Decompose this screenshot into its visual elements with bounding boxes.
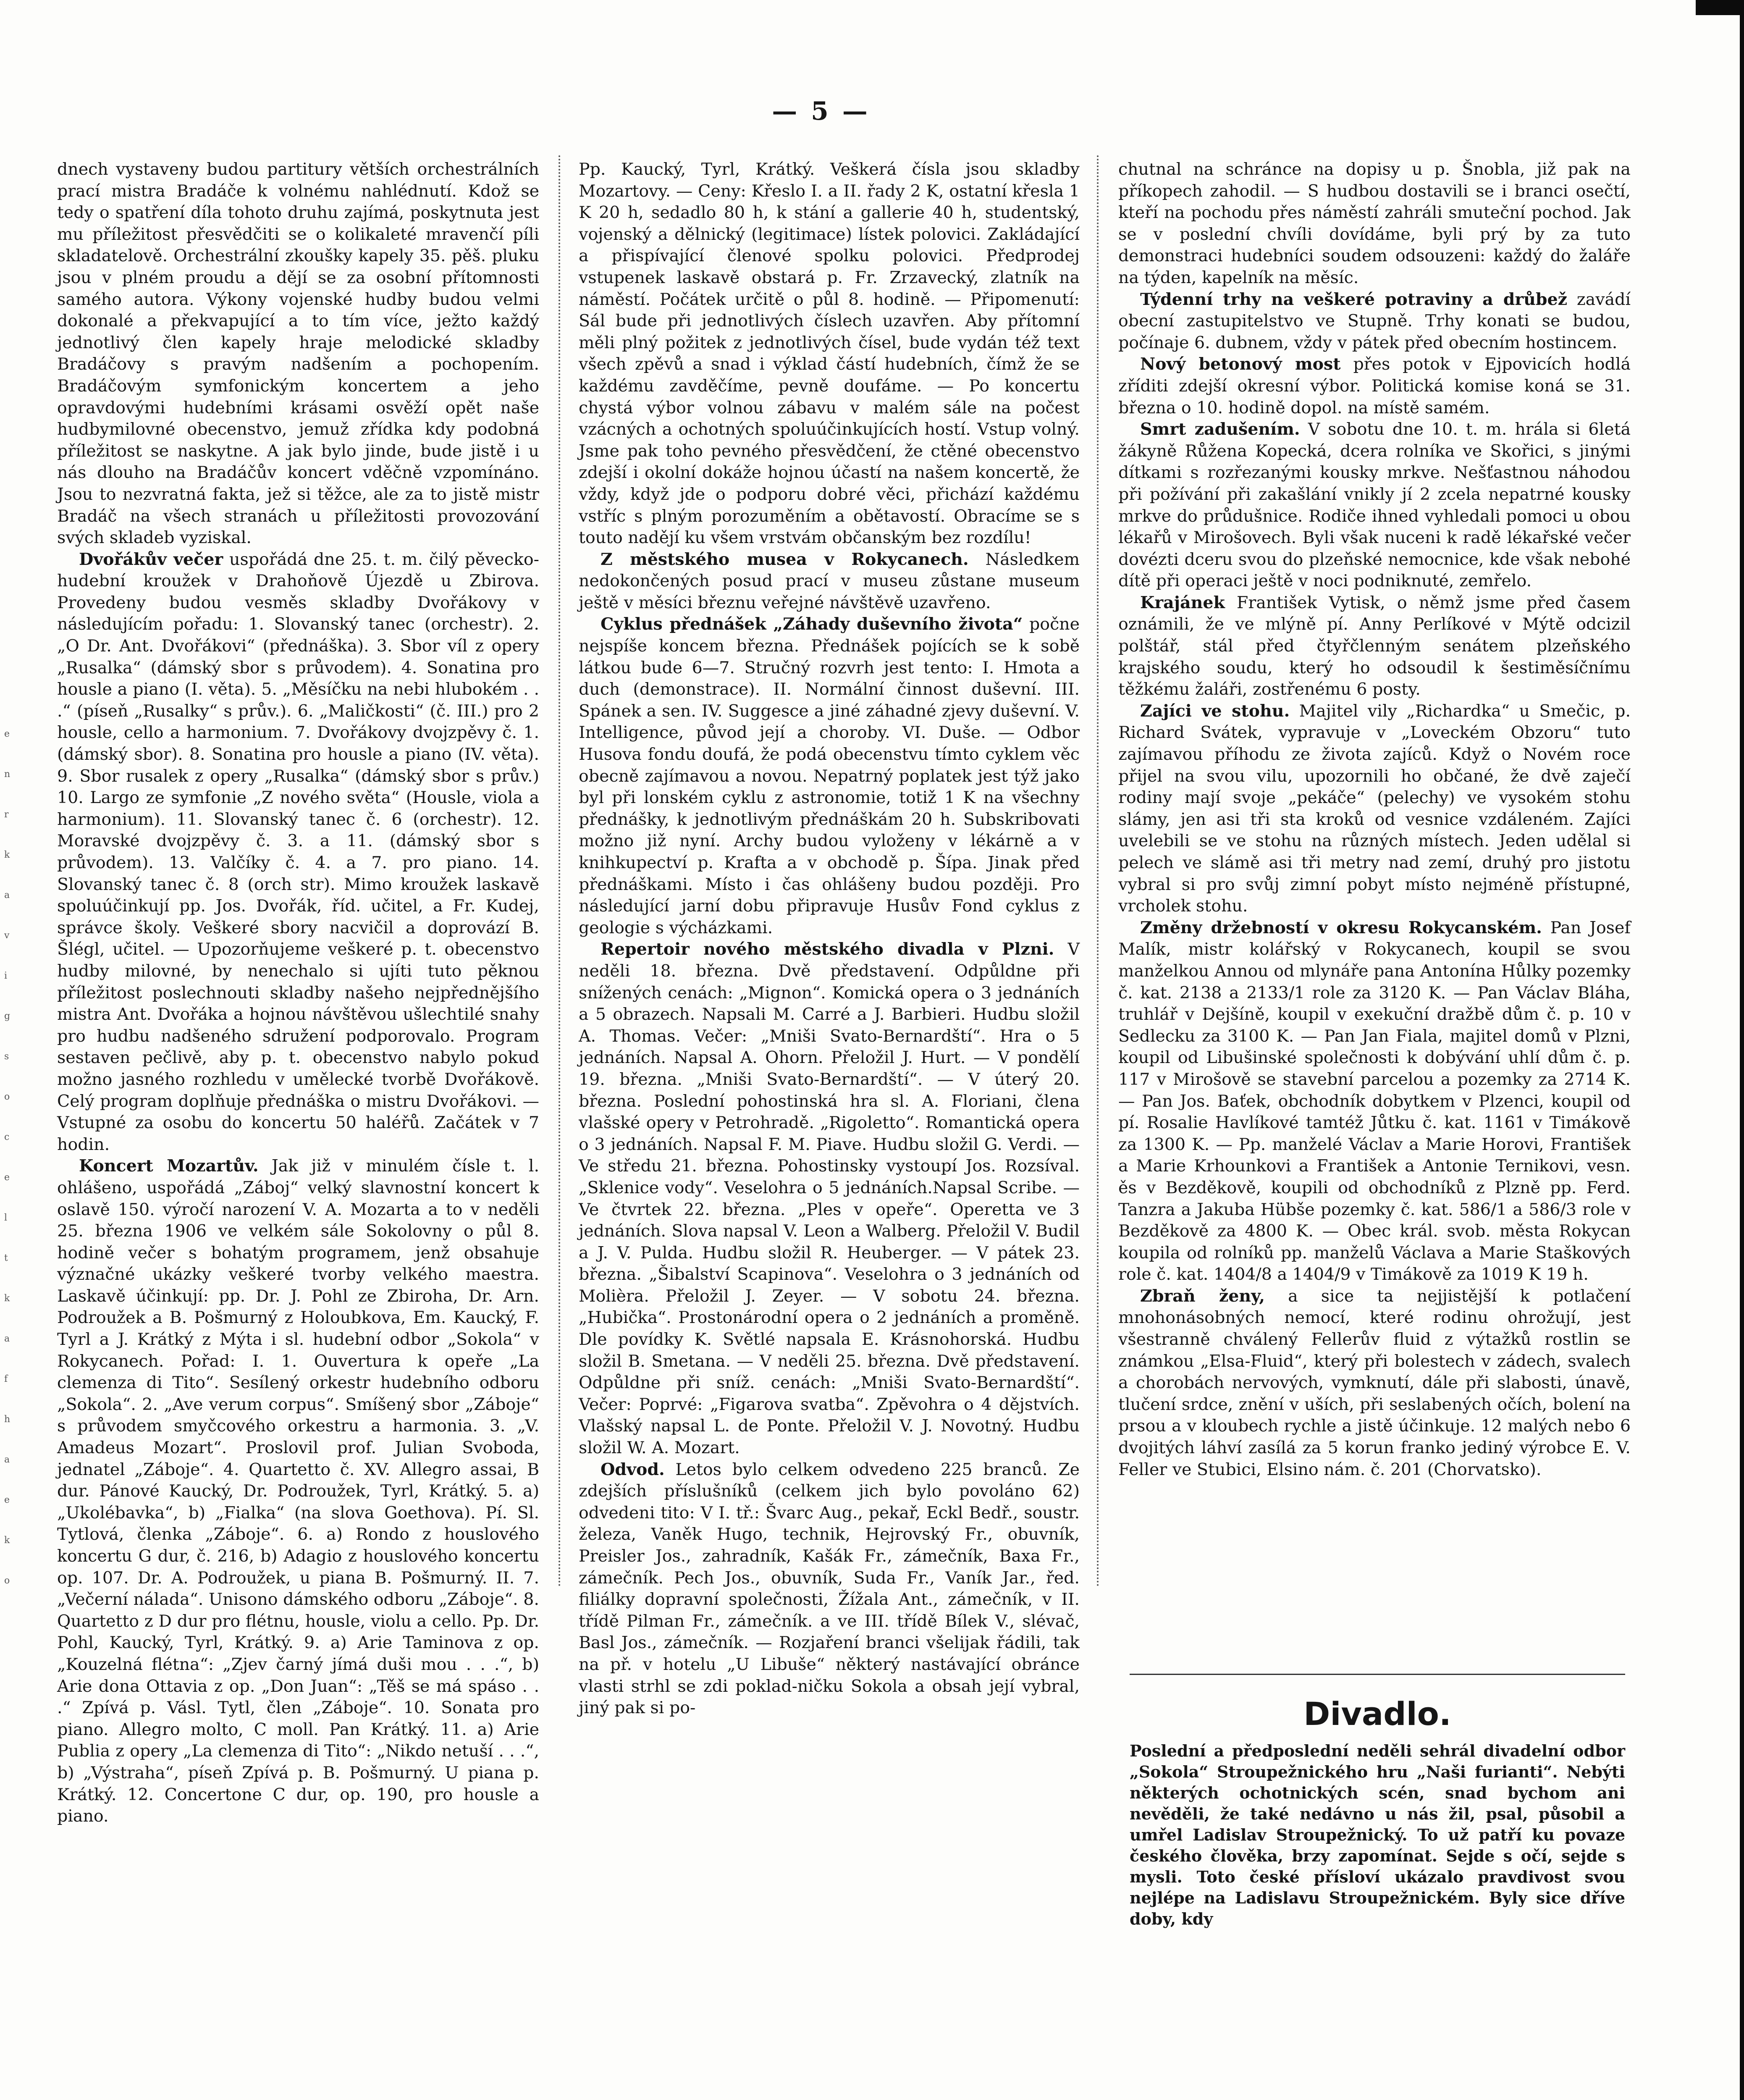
- article-heading: Cyklus přednášek „Záhady duševního života“: [601, 614, 1023, 634]
- article-paragraph: [1118, 354, 1631, 419]
- article-paragraph: [57, 159, 539, 549]
- margin-fragment: k: [4, 1293, 10, 1304]
- article-paragraph: [1118, 159, 1631, 289]
- article-heading: Koncert Mozartův.: [79, 1156, 259, 1176]
- article-text: František Vytisk, o němž jsme před časem oznámili, že ve mlýně pí. Anny Perlíkové v Mýtě odcizil polštář, stál před čtyřčlenným senátem plzeňského krajského soudu, který ho odsoudil k šestiměsíčnímu těžkému žaláři, zostřenému 6 posty.: [1118, 593, 1631, 699]
- column-3: [1118, 159, 1631, 1480]
- column-1: [57, 159, 539, 1827]
- margin-fragment: a: [4, 890, 10, 900]
- article-heading: Krajánek: [1140, 593, 1225, 612]
- margin-fragment: i: [4, 971, 8, 981]
- margin-fragment: l: [4, 1213, 8, 1223]
- article-text: Pan Josef Malík, mistr kolářský v Rokycanech, koupil se svou manželkou Annou od mlynáře pana Antonína Hůlky pozemky č. kat. 2138 a 2133/1 role za 3120 K. — Pan Václav Bláha, truhlář v Dejšíně, koupil v exekuční dražbě dům č. p. 10 v Sedlecku za 3100 K. — Pan Jan Fiala, majitel domů v Plzni, koupil od Libušinské společnosti k dobývání uhlí dům č. p. 117 v Mirošově se stavební parcelou a pozemky za 2714 K. — Pan Jos. Baťek, obchodník dobytkem v Plzenci, koupil od pí. Rosalie Havlíkové tamtéž Jůtku č. kat. 1161 v Timákově za 1300 K. — Pp. manželé Václav a Marie Horovi, František a Marie Krhounkovi a František a Antonie Ternikovi, vesn. ěs v Bezděkově, koupili od obchodníků z Plzně pp. Ferd. Tanzra a Jakuba Hübše pozemky č. kat. 586/1 a 586/3 role v Bezděkově za 4800 K. — Obec král. svob. města Rokycan koupila od rolníků pp. manželů Václava a Marie Staškových role č. kat. 1404/8 a 1404/9 v Timákově za 1019 K 19 h.: [1118, 918, 1631, 1284]
- theater-section: [1130, 1697, 1625, 1929]
- article-heading: Zajíci ve stohu.: [1140, 701, 1290, 721]
- margin-fragment: c: [4, 1132, 10, 1142]
- section-rule: [1130, 1674, 1625, 1675]
- margin-fragment: f: [4, 1374, 8, 1384]
- article-text: V sobotu dne 10. t. m. hrála si 6letá žákyně Růžena Kopecká, dcera rolníka ve Skořici, s jinými dítkami s rozřezanými kousky mrkve. Nešťastnou náhodou při požívání při zakašlání vnikly jí 2 zcela nepatrné kousky mrkve do průdušnice. Rodiče ihned vyhledali pomoci u obou lékařů v Mirošovech. Byli však nuceni k radě lékařské večer dovézti dceru svou do plzeňské nemocnice, kde však nebohé dítě při operaci ještě v noci podniknuté, zemřelo.: [1118, 420, 1631, 591]
- article-text: Letos bylo celkem odvedeno 225 branců. Ze zdejších příslušníků (celkem jich bylo povoláno 62) odvedeni tito: V I. tř.: Švarc Aug., pekař, Eckl Bedř., soustr. železa, Vaněk Hugo, technik, Hejrovský Fr., obuvník, Preisler Jos., zahradník, Kašák Fr., zámečník, Baxa Fr., zámečník. Pech Jos., obuvník, Suda Fr., Vaník Jar., řed. filiálky dopravní společnosti, Žížala Ant., zámečník, v II. třídě Pilman Fr., zámečník. a ve III. třídě Bílek V., slévač, Basl Jos., zámečník. — Rozjaření branci všelijak řádili, tak na př. v hotelu „U Libuše“ některý nastávající obránce vlasti strhl se zdi poklad-ničku Sokola a obsah její vybral, jiný pak si po-: [579, 1460, 1080, 1718]
- article-text: dnech vystaveny budou partitury větších orchestrálních prací mistra Bradáče k volnému nahlédnutí. Kdož se tedy o spatření díla tohoto druhu zajímá, poskytnuta jest mu příležitost přesvědčiti se o kolikaleté mravenčí píli skladatelově. Orchestrální zkoušky kapely 35. pěš. pluku jsou v plném proudu a dějí se za osobní přítomnosti samého autora. Výkony vojenské hudby budou velmi dokonalé a překvapující a to tím více, ježto každý jednotlivý člen kapely hraje melodické skladby Bradáčovy s pravým nadšením a pochopením. Bradáčovým symfonickým koncertem a jeho opravdovými hudebními krásami osvěží opět naše hudbymilovné obecenstvo, jemuž zřídka kdy podobná příležitost se naskytne. A jak bylo jinde, bude jistě i u nás dlouho na Bradáčův koncert vděčně vzpomínáno. Jsou to nezvratná fakta, jež si těžce, ale za to jistě mistr Bradáč na všech stranách u příležitosti provozování svých skladeb vyziskal.: [57, 160, 539, 548]
- article-text: přes potok v Ejpovicích hodlá zříditi zdejší okresní výbor. Politická komise koná se 31. března o 10. hodině dopol. na místě samém.: [1118, 354, 1631, 417]
- article-text: V neděli 18. března. Dvě představení. Odpůldne při snížených cenách: „Mignon“. Komická opera o 3 jednáních a 5 obrazech. Napsali M. Carré a J. Barbieri. Hudbu složil A. Thomas. Večer: „Mniši Svato-Bernardští“. Hra o 5 jednáních. Napsal A. Ohorn. Přeložil J. Hurt. — V pondělí 19. března. „Mniši Svato-Bernardští“. — V úterý 20. března. Poslední pohostinská hra sl. A. Floriani, člena vlašské opery v Petrohradě. „Rigoletto“. Romantická opera o 3 jednáních. Napsal F. M. Piave. Hudbu složil G. Verdi. — Ve středu 21. března. Pohostinsky vystoupí Jos. Rozsíval. „Sklenice vody“. Veselohra o 5 jednáních.Napsal Scribe. — Ve čtvrtek 22. března. „Ples v opeře“. Operetta ve 3 jednáních. Slova napsal V. Leon a Walberg. Přeložil V. Budil a J. V. Pulda. Hudbu složil R. Heuberger. — V pátek 23. března. „Šibalství Scapinova“. Veselohra o 3 jednáních od Molièra. Přeložil J. Zeyer. — V sobotu 24. března. „Hubička“. Prostonárodní opera o 2 jednáních a proměně. Dle povídky K. Světlé napsala E. Krásnohorská. Hudbu složil B. Smetana. — V neděli 25. března. Dvě představení. Odpůldne při sníž. cenách: „Mniši Svato-Bernardští“. Večer: Poprvé: „Figarova svatba“. Zpěvohra o 4 dějstvích. Vlašský napsal L. de Ponte. Přeložil V. J. Novotný. Hudbu složil W. A. Mozart.: [579, 940, 1080, 1458]
- margin-fragment: a: [4, 1334, 10, 1344]
- margin-fragment: n: [4, 769, 10, 780]
- article-heading: Dvořákův večer: [79, 549, 223, 569]
- article-paragraph: [1118, 701, 1631, 917]
- article-paragraph: [579, 1459, 1080, 1719]
- margin-fragment: o: [4, 1092, 10, 1102]
- article-text: Jak již v minulém čísle t. l. ohlášeno, uspořádá „Záboj“ velký slavnostní koncert k oslavě 150. výročí narození V. A. Mozarta a to v neděli 25. března 1906 ve velkém sále Sokolovny o půl 8. hodině večer s bohatým programem, jenž obsahuje význačné ukázky veškeré tvorby velkého maestra. Laskavě účinkují: pp. Dr. J. Pohl ze Zbiroha, Dr. Arn. Podroužek a B. Pošmurný z Holoubkova, Em. Kaucký, F. Tyrl a J. Krátký z Mýta i sl. hudební odbor „Sokola“ v Rokycanech. Pořad: I. 1. Ouvertura k opeře „La clemenza di Tito“. Sesílený orkestr hudebního odboru „Sokola“. 2. „Ave verum corpus“. Smíšený sbor „Záboje“ s průvodem smyčcového orkestru a harmonia. 3. „V. Amadeus Mozart“. Proslovil prof. Julian Svoboda, jednatel „Záboje“. 4. Quartetto č. XV. Allegro assai, B dur. Pánové Kaucký, Dr. Podroužek, Tyrl, Krátký. 5. a) „Ukolébavka“, b) „Fialka“ (na slova Goethova). Pí. Sl. Tytlová, členka „Záboje“. 6. a) Rondo z houslového koncertu G dur, č. 216, b) Adagio z houslového koncertu op. 107. Dr. A. Podroužek, u piana B. Pošmurný. II. 7. „Večerní nálada“. Unisono dámského odboru „Záboje“. 8. Quartetto z D dur pro flétnu, housle, violu a cello. Pp. Dr. Pohl, Kaucký, Tyrl, Krátký. 9. a) Arie Taminova z op. „Kouzelná flétna“: „Zjev čarný jímá duši mou . . .“, b) Arie dona Ottavia z op. „Don Juan“: „Těš se má spáso . . .“ Zpívá p. Vásl. Tytl, člen „Záboje“. 10. Sonata pro piano. Allegro molto, C moll. Pan Krátký. 11. a) Arie Publia z opery „La clemenza di Tito“: „Nikdo netuší . . .“, b) „Výstraha“, píseň Zpívá p. B. Pošmurný. U piana p. Krátký. 12. Concertone C dur, op. 190, pro housle a piano.: [57, 1156, 539, 1826]
- article-paragraph: [1118, 917, 1631, 1286]
- column-2: [579, 159, 1080, 1719]
- article-text: počne nejspíše koncem března. Přednášek pojících se k sobě látkou bude 6—7. Stručný rozvrh jest tento: I. Hmota a duch (demonstrace). II. Normální činnost duševní. III. Spánek a sen. IV. Suggesce a jiné záhadné zjevy duševní. V. Intelligence, původ její a choroby. VI. Duše. — Odbor Husova fondu doufá, že podá obecenstvu tímto cyklem věc obecně zajímavou a novou. Nepatrný poplatek jest týž jako byl při lonském cyklu z astronomie, totiž 1 K na všechny přednášky, k jednotlivým přednáškám 20 h. Subskribovati možno již nyní. Archy budou vyloženy v lékárně a v knihkupectví p. Krafta a v obchodě p. Šípa. Jinak před přednáškami. Místo i čas ohlášeny budou později. Pro následující jarní dobu připravuje Husův Fond cyklus z geologie s výcházkami.: [579, 614, 1080, 937]
- margin-fragment: g: [4, 1011, 10, 1021]
- margin-fragment: v: [4, 930, 10, 941]
- margin-fragment: h: [4, 1414, 10, 1425]
- article-heading: Z městského musea v Rokycanech.: [601, 549, 969, 569]
- article-paragraph: [1118, 419, 1631, 592]
- article-paragraph: [1118, 592, 1631, 701]
- article-heading: Nový betonový most: [1140, 354, 1341, 374]
- scan-edge-right: [1740, 0, 1744, 2100]
- article-text: a sice ta nejjistější k potlačení mnohonásobných nemocí, které rodinu ohrožují, jest všestranně chválený Fellerův fluid z výtažků rostlin se známkou „Elsa-Fluid“, který při bolestech v zádech, svalech a chorobách nervových, vymknutí, dále při slabosti, únavě, tlučení srdce, znění v uších, při seslabených očích, bolení na prsou a v kloubech rychle a jistě účinkuje. 12 malých nebo 6 dvojitých láhví zasílá za 5 korun franko jediný výrobce E. V. Feller ve Stubici, Elsino nám. č. 201 (Chorvatsko).: [1118, 1286, 1631, 1479]
- article-text: Následkem nedokončených posud prací v museu zůstane museum ještě v měsíci březnu veřejné návštěvě uzavřeno.: [579, 549, 1080, 612]
- margin-fragment: k: [4, 850, 10, 860]
- column-divider-2: [1097, 155, 1099, 1588]
- scan-edge-top: [1696, 0, 1744, 15]
- article-paragraph: [1118, 289, 1631, 354]
- margin-fragment: e: [4, 1495, 10, 1505]
- article-paragraph: [579, 614, 1080, 939]
- article-heading: Repertoir nového městského divadla v Plzni.: [601, 940, 1054, 959]
- margin-fragment: t: [4, 1253, 8, 1263]
- column-divider-1: [559, 155, 560, 1588]
- margin-fragment: e: [4, 1172, 10, 1183]
- margin-fragment: o: [4, 1575, 10, 1586]
- margin-fragment: s: [4, 1051, 9, 1062]
- article-paragraph: [579, 549, 1080, 614]
- margin-fragment: k: [4, 1535, 10, 1546]
- article-heading: Smrt zadušením.: [1140, 420, 1300, 439]
- margin-fragment: a: [4, 1454, 10, 1465]
- article-paragraph: [57, 549, 539, 1156]
- article-text: Majitel vily „Richardka“ u Smečic, p. Richard Svátek, vypravuje v „Loveckém Obzoru“ tuto zajímavou příhodu ze života zajíců. Když o Novém roce přijel na svou vilu, upozornili ho občané, že dvě zaječí rodiny mají svoje „pekáče“ (pelechy) ve vysokém stohu slámy, jen asi tři sta kroků od vesnice vzdáleném. Zajíci uvelebili se ve stohu na různých místech. Jeden udělal si pelech ve slámě asi tři metry nad zemí, druhý pro jistotu vybral si pro svůj zimní pobyt místo nejméně přístupné, vrcholek stohu.: [1118, 701, 1631, 916]
- article-text: Pp. Kaucký, Tyrl, Krátký. Veškerá čísla jsou skladby Mozartovy. — Ceny: Křeslo I. a II. řady 2 K, ostatní křesla 1 K 20 h, sedadlo 80 h, k stání a gallerie 40 h, studentský, vojenský a dělnický (legitimace) lístek polovici. Zakládající a přispívající členové spolku polovici. Předprodej vstupenek laskavě obstará p. Fr. Zrzavecký, zlatník na náměstí. Počátek určitě o půl 8. hodině. — Připomenutí: Sál bude při jednotlivých číslech uzavřen. Aby přítomní měli plný požitek z jednotlivých čísel, bude vydán též text všech zpěvů a snad i výklad částí hudebních, čímž že se každému zavděčíme, pevně doufáme. — Po koncertu chystá výbor volnou zábavu v malém sále na počest vzácných a ochotných spoluúčinkujících hostí. Vstup volný. Jsme pak toho pevného přesvědčení, že ctěné obecenstvo zdejší i okolní dokáže hojnou účastí na našem koncertě, že vždy, když jde o podporu dobré věci, přichází každému vstříc s plným porozuměním a obětavostí. Obracíme se s touto nadějí ku všem vrstvám občanským bez rozdílu!: [579, 160, 1080, 548]
- article-paragraph: [579, 159, 1080, 549]
- article-text: zavádí obecní zastupitelstvo ve Stupně. Trhy konati se budou, počínaje 6. dubnem, vždy v pátek před obecním hostincem.: [1118, 289, 1631, 352]
- article-heading: Změny držebností v okresu Rokycanském.: [1140, 918, 1542, 937]
- binding-margin-marks: [4, 714, 14, 1601]
- theater-title: Divadlo.: [1303, 1695, 1451, 1732]
- margin-fragment: r: [4, 809, 9, 820]
- theater-text: Poslední a předposlední neděli sehrál divadelní odbor „Sokola“ Stroupežnického hru „Naši furianti“. Nebýti některých ochotnických scén, snad bychom ani nevěděli, že také nedávno u nás žil, psal, působil a umřel Ladislav Stroupežnický. To už patří ku povaze českého člověka, brzy zapomínat. Sejde s očí, sejde s mysli. Toto české přísloví ukázalo pravdivost svou nejlépe na Ladislavu Stroupežnickém. Byly sice dříve doby, kdy: [1130, 1741, 1625, 1928]
- page-number: — 5 —: [772, 97, 870, 126]
- article-paragraph: [57, 1155, 539, 1827]
- article-paragraph: [579, 939, 1080, 1459]
- article-text: chutnal na schránce na dopisy u p. Šnobla, již pak na příkopech zahodil. — S hudbou dostavili se i branci osečtí, kteří na pochodu přes náměstí zahráli smuteční pochod. Jak se v poslední chvíli dovídáme, byli prý by za tuto demonstraci hudebníci soudem odsouzeni: každý do žaláře na týden, kapelník na měsíc.: [1118, 160, 1631, 287]
- article-paragraph: [1118, 1286, 1631, 1480]
- article-text: uspořádá dne 25. t. m. čilý pěvecko-hudební kroužek v Drahoňově Újezdě u Zbirova. Provedeny budou vesměs skladby Dvořákovy v následujícím pořadu: 1. Slovanský tanec (orchestr). 2. „O Dr. Ant. Dvořákovi“ (přednáška). 3. Sbor víl z opery „Rusalka“ (dámský sbor s průvodem). 4. Sonatina pro housle a piano (I. věta). 5. „Měsíčku na nebi hlubokém . . .“ (píseň „Rusalky“ s prův.). 6. „Maličkosti“ (č. III.) pro 2 housle, cello a harmonium. 7. Dvořákovy dvojzpěvy č. 1. (dámský sbor). 8. Sonatina pro housle a piano (IV. věta). 9. Sbor rusalek z opery „Rusalka“ (dámský sbor s prův.) 10. Largo ze symfonie „Z nového světa“ (Housle, viola a harmonium). 11. Slovanský tanec č. 6 (orchestr). 12. Moravské dvojzpěvy č. 3. a 11. (dámský sbor s průvodem). 13. Valčíky č. 4. a 7. pro piano. 14. Slovanský tanec č. 8 (orch str). Mimo kroužek laskavě spoluúčinkují pp. Jos. Dvořák, říd. učitel, a Fr. Kudej, správce školy. Veškeré sbory nacvičil a doprovází B. Šlégl, učitel. — Upozorňujeme veškeré p. t. obecenstvo hudby milovné, by nenechalo si ujíti tuto pěknou příležitost poslechnouti skladby našeho nejpřednějšího mistra Ant. Dvořáka a hojnou návštěvou ušlechtilé snahy pro hudbu nadšeného sdružení podporovalo. Program sestaven pečlivě, aby p. t. obecenstvo nabylo pokud možno jasného rozhledu v umělecké tvorbě Dvořákově. Celý program doplňuje přednáška o mistru Dvořákovi. — Vstupné za osobu do koncertu 50 haléřů. Začátek v 7 hodin.: [57, 549, 539, 1154]
- article-heading: Zbraň ženy,: [1140, 1286, 1265, 1306]
- article-heading: Odvod.: [601, 1460, 665, 1479]
- article-heading: Týdenní trhy na veškeré potraviny a drůbež: [1140, 289, 1568, 309]
- margin-fragment: e: [4, 729, 10, 739]
